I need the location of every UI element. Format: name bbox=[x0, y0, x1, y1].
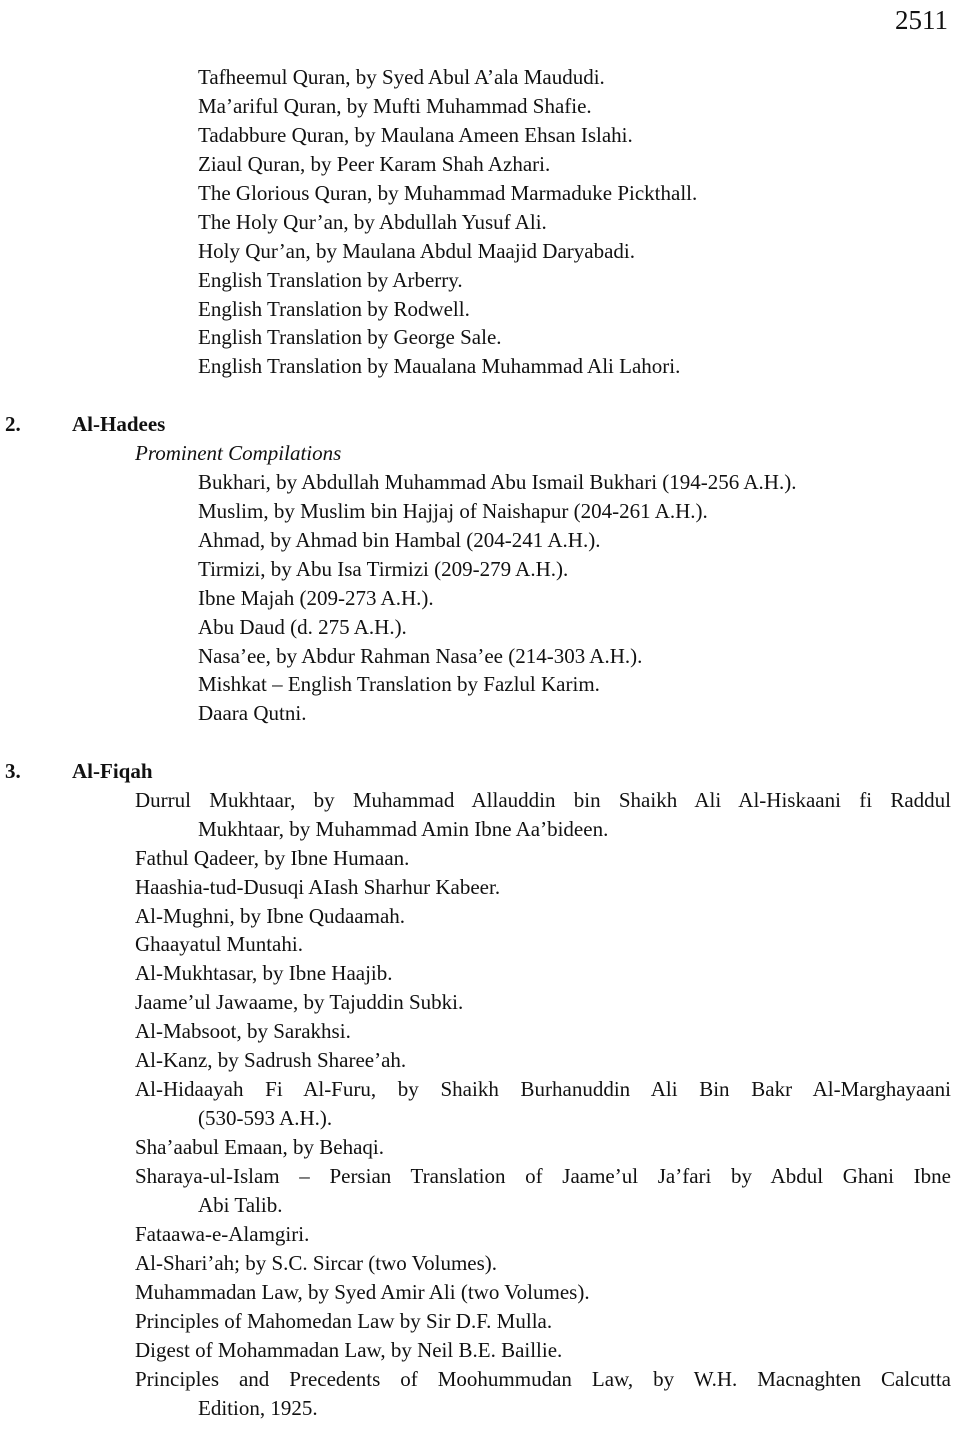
list-item: Daara Qutni. bbox=[198, 701, 307, 725]
list-item: Ma’ariful Quran, by Mufti Muhammad Shafie. bbox=[198, 94, 592, 118]
list-item: Fathul Qadeer, by Ibne Humaan. bbox=[135, 846, 410, 870]
list-item: English Translation by Maualana Muhammad Ali Lahori. bbox=[198, 354, 681, 378]
list-item: Muslim, by Muslim bin Hajjaj of Naishapur (204-261 A.H.). bbox=[198, 499, 708, 523]
list-item: The Glorious Quran, by Muhammad Marmaduke Pickthall. bbox=[198, 181, 698, 205]
list-item-continuation: Edition, 1925. bbox=[198, 1396, 318, 1420]
list-item-continuation: Abi Talib. bbox=[198, 1193, 283, 1217]
list-item: Durrul Mukhtaar, by Muhammad Allauddin bin Shaikh Ali Al-Hiskaani fi Raddul bbox=[135, 788, 951, 812]
list-item: Sharaya-ul-Islam – Persian Translation of Jaame’ul Ja’fari by Abdul Ghani Ibne bbox=[135, 1164, 951, 1188]
list-item: Ghaayatul Muntahi. bbox=[135, 932, 303, 956]
list-item: English Translation by George Sale. bbox=[198, 325, 502, 349]
list-item-continuation: Mukhtaar, by Muhammad Amin Ibne Aa’bideen. bbox=[198, 817, 609, 841]
list-item: English Translation by Arberry. bbox=[198, 268, 463, 292]
subheading-prominent-compilations: Prominent Compilations bbox=[135, 441, 342, 465]
list-item: Jaame’ul Jawaame, by Tajuddin Subki. bbox=[135, 990, 464, 1014]
list-item: Digest of Mohammadan Law, by Neil B.E. Baillie. bbox=[135, 1338, 563, 1362]
list-item: Al-Mughni, by Ibne Qudaamah. bbox=[135, 904, 406, 928]
list-item: Tafheemul Quran, by Syed Abul A’ala Maududi. bbox=[198, 65, 605, 89]
list-item: Fataawa-e-Alamgiri. bbox=[135, 1222, 310, 1246]
list-item: Ibne Majah (209-273 A.H.). bbox=[198, 586, 434, 610]
page-number: 2511 bbox=[895, 5, 948, 35]
list-item: Tadabbure Quran, by Maulana Ameen Ehsan Islahi. bbox=[198, 123, 633, 147]
list-item-continuation: (530-593 A.H.). bbox=[198, 1106, 333, 1130]
list-item: Haashia-tud-Dusuqi AIash Sharhur Kabeer. bbox=[135, 875, 501, 899]
list-item: Bukhari, by Abdullah Muhammad Abu Ismail Bukhari (194-256 A.H.). bbox=[198, 470, 797, 494]
list-item: The Holy Qur’an, by Abdullah Yusuf Ali. bbox=[198, 210, 547, 234]
list-item: Ziaul Quran, by Peer Karam Shah Azhari. bbox=[198, 152, 551, 176]
list-item: Principles and Precedents of Moohummudan Law, by W.H. Macnaghten Calcutta bbox=[135, 1367, 951, 1391]
list-item: English Translation by Rodwell. bbox=[198, 297, 470, 321]
list-item: Mishkat – English Translation by Fazlul Karim. bbox=[198, 672, 600, 696]
section-title: Al-Hadees bbox=[72, 412, 166, 436]
list-item: Tirmizi, by Abu Isa Tirmizi (209-279 A.H.). bbox=[198, 557, 569, 581]
section-heading bbox=[0, 410, 400, 438]
list-item: Ahmad, by Ahmad bin Hambal (204-241 A.H.). bbox=[198, 528, 601, 552]
list-item: Sha’aabul Emaan, by Behaqi. bbox=[135, 1135, 385, 1159]
section-number: 2. bbox=[5, 412, 21, 436]
list-item: Holy Qur’an, by Maulana Abdul Maajid Daryabadi. bbox=[198, 239, 636, 263]
list-item: Nasa’ee, by Abdur Rahman Nasa’ee (214-303 A.H.). bbox=[198, 644, 643, 668]
list-item: Principles of Mahomedan Law by Sir D.F. Mulla. bbox=[135, 1309, 553, 1333]
list-item: Al-Kanz, by Sadrush Sharee’ah. bbox=[135, 1048, 407, 1072]
section-number: 3. bbox=[5, 759, 21, 783]
list-item: Al-Mukhtasar, by Ibne Haajib. bbox=[135, 961, 393, 985]
list-item: Muhammadan Law, by Syed Amir Ali (two Volumes). bbox=[135, 1280, 590, 1304]
list-item: Al-Hidaayah Fi Al-Furu, by Shaikh Burhanuddin Ali Bin Bakr Al-Marghayaani bbox=[135, 1077, 951, 1101]
section-heading bbox=[0, 757, 400, 785]
list-item: Al-Shari’ah; by S.C. Sircar (two Volumes). bbox=[135, 1251, 498, 1275]
section-title: Al-Fiqah bbox=[72, 759, 153, 783]
list-item: Abu Daud (d. 275 A.H.). bbox=[198, 615, 407, 639]
list-item: Al-Mabsoot, by Sarakhsi. bbox=[135, 1019, 351, 1043]
